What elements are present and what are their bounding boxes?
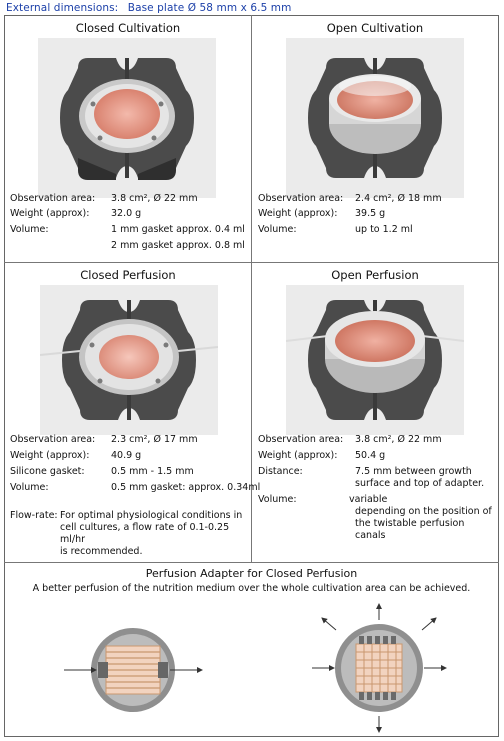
cell-open-cultivation: Open Cultivation Observation area: 2.4 cm², Ø 18 mm Weight (approx): 39.5 g Volume: up to 1.2 ml <box>252 16 498 262</box>
cell-closed-cultivation: Closed Cultivation Observation area: 3.8 cm², Ø 22 mm Weight (approx): 32.0 g Volume: 1 mm gasket approx. 0.4 ml 2 mm gasket approx. 0.8 ml <box>5 16 251 262</box>
volume-label: Volume: <box>258 494 297 505</box>
volume-text: variable depending on the position of the twistable perfusion canals <box>349 494 492 541</box>
chamber-open-perfusion-icon <box>286 285 464 435</box>
open-perfusion-photo <box>286 285 464 435</box>
cell-title: Open Perfusion <box>331 268 419 282</box>
adapter-title: Perfusion Adapter for Closed Perfusion <box>145 567 358 580</box>
cell-title: Closed Perfusion <box>80 268 176 282</box>
adapter-diagram-right <box>304 600 454 736</box>
cell-open-perfusion: Open Perfusion Observation area: 3.8 cm², Ø 22 mm Weight (approx): 50.4 g Distance: 7.5 mm between growth surface and top of adapter. Volume: variable depending on the position of the twistable perfusion canals <box>252 263 498 562</box>
external-dimensions <box>6 2 291 14</box>
row-divider-2 <box>4 562 499 563</box>
closed-perfusion-photo <box>40 285 218 435</box>
dims-value: Base plate Ø 58 mm x 6.5 mm <box>127 2 292 14</box>
dims-label: External dimensions: <box>6 2 119 14</box>
adapter-description: A better perfusion of the nutrition medium over the whole cultivation area can be achieved. <box>32 583 471 594</box>
chamber-closed-perfusion-icon <box>40 285 218 435</box>
chamber-closed-icon <box>38 38 216 198</box>
adapter-diagram-left <box>58 620 208 720</box>
flow-rate-text: For optimal physiological conditions in cell cultures, a flow rate of 0.1-0.25 ml/hr is recommended. <box>60 510 243 557</box>
cell-title: Closed Cultivation <box>75 21 181 35</box>
adapter-radial-flow-icon <box>304 600 454 736</box>
chamber-open-icon <box>286 38 464 198</box>
flow-rate-label: Flow-rate: <box>10 510 58 521</box>
cell-title: Open Cultivation <box>326 21 424 35</box>
open-cultivation-photo <box>286 38 464 198</box>
cell-closed-perfusion: Closed Perfusion Observation area: 2.3 cm², Ø 17 mm Weight (approx): 40.9 g Silicone gasket: 0.5 mm - 1.5 mm Volume: 0.5 mm gasket: approx. 0.34ml Flow-rate: For optimal physiological conditions in cell cultures, a flow rate of 0.1-0.25 ml/hr is recommended. <box>5 263 251 562</box>
closed-cultivation-photo <box>38 38 216 198</box>
adapter-flow-icon <box>58 620 208 720</box>
distance-label: Distance: <box>258 466 303 477</box>
distance-text: 7.5 mm between growth surface and top of adapter. <box>355 466 485 489</box>
